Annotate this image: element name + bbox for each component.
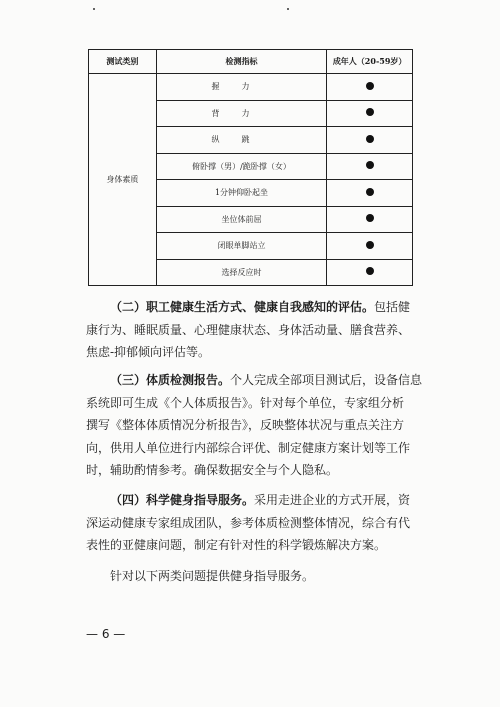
- closing-line: 针对以下两类问题提供健身指导服务。: [110, 569, 315, 583]
- applicable-mark-cell: [327, 180, 413, 207]
- section-4-paragraph: [86, 489, 418, 557]
- section-4-heading: （四）科学健身指导服务。: [110, 493, 255, 507]
- section-3-heading: （三）体质检测报告。: [110, 373, 231, 387]
- filled-dot-icon: [366, 214, 374, 222]
- indicator-cell: 背力: [156, 100, 326, 127]
- filled-dot-icon: [366, 108, 374, 116]
- fitness-test-table: [88, 49, 413, 286]
- filled-dot-icon: [366, 82, 374, 90]
- page-number: — 6 —: [86, 627, 126, 641]
- text-line: 包括健: [374, 300, 411, 314]
- indicator-cell: 坐位体前屈: [156, 206, 326, 233]
- text-line: 个人完成全部项目测试后，设备信息: [230, 373, 423, 387]
- text-line: 深运动健康专家组成团队，参考体质检测整体情况，综合有代: [86, 515, 411, 530]
- filled-dot-icon: [366, 188, 374, 196]
- scan-mark: [93, 8, 95, 10]
- indicator-cell: 纵跳: [156, 127, 326, 154]
- text-line: 焦虑-抑郁倾向评估等。: [86, 345, 211, 359]
- text-line: 采用走进企业的方式开展，资: [254, 493, 411, 507]
- table-row: [89, 74, 413, 101]
- applicable-mark-cell: [327, 74, 413, 101]
- text-line: 撰写《整体体质情况分析报告》，反映整体状况与重点关注方: [86, 418, 405, 432]
- table-header-row: [89, 50, 413, 74]
- category-cell: 身体素质: [89, 74, 157, 286]
- text-line: 向，供用人单位进行内部综合评优、制定健康方案计划等工作: [86, 440, 411, 455]
- applicable-mark-cell: [327, 233, 413, 260]
- applicable-mark-cell: [327, 206, 413, 233]
- indicator-cell: 1分钟仰卧起坐: [156, 180, 326, 207]
- section-2-heading: （二）职工健康生活方式、健康自我感知的评估。: [110, 300, 375, 314]
- text-line: 系统即可生成《个人体质报告》。针对每个单位，专家组分析: [86, 395, 405, 410]
- header-adult-age-group: 成年人（20-59岁）: [327, 50, 413, 74]
- text-line: 时，辅助酌情参考。确保数据安全与个人隐私。: [86, 463, 339, 477]
- closing-paragraph: [86, 565, 418, 588]
- header-test-category: 测试类别: [89, 50, 157, 74]
- indicator-cell: 俯卧撑（男）/跪卧撑（女）: [156, 153, 326, 180]
- filled-dot-icon: [366, 267, 374, 275]
- section-3-paragraph: [86, 369, 423, 482]
- scan-mark: [287, 8, 289, 10]
- indicator-cell: 闭眼单脚站立: [156, 233, 326, 260]
- indicator-cell: 选择反应时: [156, 259, 326, 286]
- applicable-mark-cell: [327, 259, 413, 286]
- applicable-mark-cell: [327, 153, 413, 180]
- section-2-paragraph: [86, 296, 418, 364]
- filled-dot-icon: [366, 241, 374, 249]
- text-line: 表性的亚健康问题，制定有针对性的科学锻炼解决方案。: [86, 538, 387, 552]
- indicator-cell: 握力: [156, 74, 326, 101]
- filled-dot-icon: [366, 135, 374, 143]
- applicable-mark-cell: [327, 100, 413, 127]
- text-line: 康行为、睡眠质量、心理健康状态、身体活动量、膳食营养、: [86, 322, 411, 337]
- filled-dot-icon: [366, 161, 374, 169]
- header-indicator: 检测指标: [156, 50, 326, 74]
- applicable-mark-cell: [327, 127, 413, 154]
